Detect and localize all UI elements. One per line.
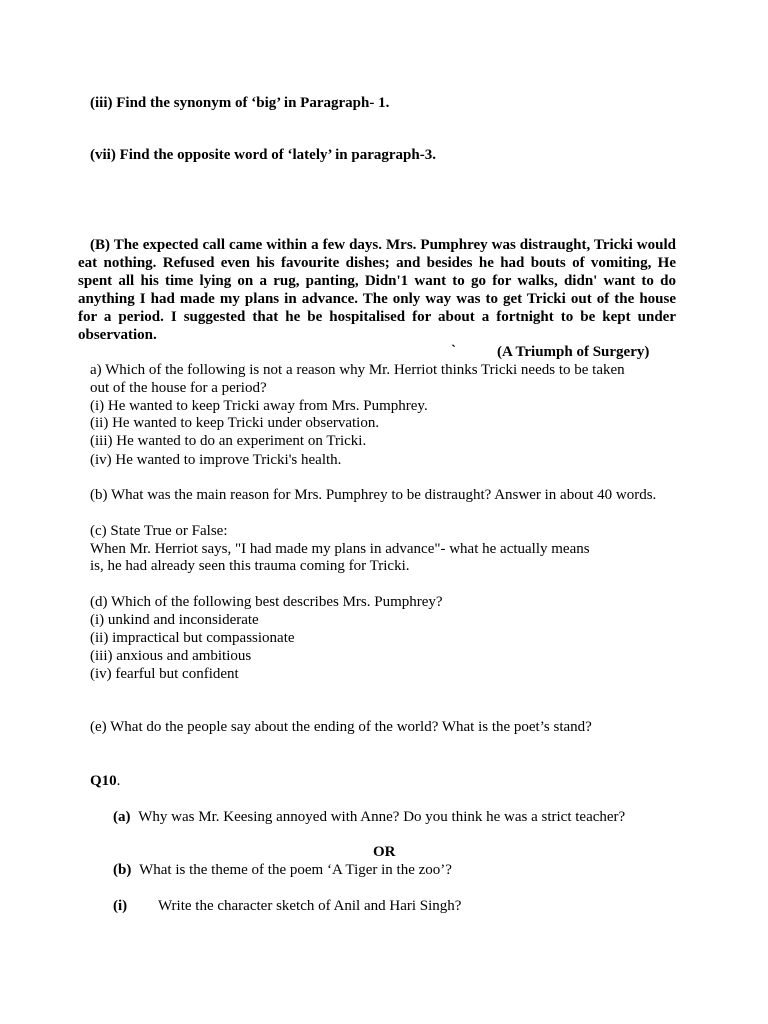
option-a-iii: (iii) He wanted to do an experiment on Tricki. bbox=[90, 433, 367, 449]
question-c-line2: is, he had already seen this trauma coming for Tricki. bbox=[90, 558, 410, 574]
option-d-iii: (iii) anxious and ambitious bbox=[90, 648, 252, 664]
question-b: (b) What was the main reason for Mrs. Pumphrey to be distraught? Answer in about 40 words. bbox=[90, 487, 657, 503]
q10-part-a bbox=[113, 808, 625, 826]
q10-heading bbox=[90, 772, 120, 790]
passage-line: observation. bbox=[78, 327, 157, 343]
option-d-ii: (ii) impractical but compassionate bbox=[90, 630, 295, 646]
question-d-stem: (d) Which of the following best describes Mrs. Pumphrey? bbox=[90, 594, 443, 610]
passage-line: anything I had made my plans in advance. The only way was to get Tricki out of the house bbox=[78, 291, 676, 307]
passage-b bbox=[78, 236, 676, 344]
or-separator: OR bbox=[373, 844, 396, 860]
question-c-line1: When Mr. Herriot says, "I had made my plans in advance"- what he actually means bbox=[90, 541, 590, 557]
question-c-title: (c) State True or False: bbox=[90, 523, 228, 539]
question-a-stem-cont: out of the house for a period? bbox=[90, 380, 267, 396]
q10-a-label: (a) bbox=[113, 809, 131, 825]
tick-mark: ` bbox=[451, 343, 456, 359]
question-vii: (vii) Find the opposite word of ‘lately’ in paragraph-3. bbox=[90, 147, 436, 163]
q10-a-text: Why was Mr. Keesing annoyed with Anne? Do you think he was a strict teacher? bbox=[138, 809, 626, 825]
option-d-iv: (iv) fearful but confident bbox=[90, 666, 239, 682]
passage-line: for a period. I suggested that he be hospitalised for about a fortnight to be kept under bbox=[78, 309, 676, 325]
passage-line: eat nothing. Refused even his favourite dishes; and besides he had bouts of vomiting, He bbox=[78, 255, 676, 271]
passage-line: spent all his time lying on a rug, panting, Didn'1 want to go for walks, didn' want to do bbox=[78, 273, 676, 289]
passage-source: (A Triumph of Surgery) bbox=[497, 344, 650, 360]
question-iii: (iii) Find the synonym of ‘big’ in Paragraph- 1. bbox=[90, 95, 390, 111]
q10-b-text: What is the theme of the poem ‘A Tiger in the zoo’? bbox=[139, 862, 452, 878]
option-a-ii: (ii) He wanted to keep Tricki under observation. bbox=[90, 415, 380, 431]
option-a-iv: (iv) He wanted to improve Tricki's health. bbox=[90, 452, 342, 468]
q10-part-b bbox=[113, 861, 452, 879]
q10-heading-text: Q10 bbox=[90, 773, 117, 789]
option-d-i: (i) unkind and inconsiderate bbox=[90, 612, 259, 628]
q10-i-label: (i) bbox=[113, 898, 128, 914]
q10-b-label: (b) bbox=[113, 862, 132, 878]
question-a-stem: a) Which of the following is not a reason why Mr. Herriot thinks Tricki needs to be taken bbox=[90, 362, 625, 378]
q10-i-text: Write the character sketch of Anil and Hari Singh? bbox=[158, 898, 462, 914]
option-a-i: (i) He wanted to keep Tricki away from Mrs. Pumphrey. bbox=[90, 398, 428, 414]
q10-heading-dot: . bbox=[116, 773, 121, 789]
question-e: (e) What do the people say about the ending of the world? What is the poet’s stand? bbox=[90, 719, 592, 735]
passage-line: (B) The expected call came within a few days. Mrs. Pumphrey was distraught, Tricki would bbox=[90, 237, 676, 253]
